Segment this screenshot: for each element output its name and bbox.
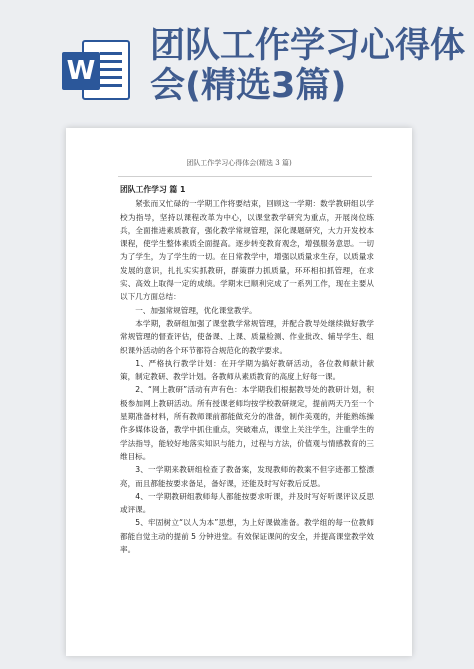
- paragraph: 1、严格执行教学计划：在开学期为搞好教研活动，各位教师献计献策，制定教研、教学计划。各教师从素质教育的高度上好每一课。: [120, 358, 374, 382]
- header-divider: [118, 176, 372, 177]
- section-title: 团队工作学习 篇 1: [120, 185, 186, 194]
- paragraph: 4、一学期教研组教师每人都能按要求听课，并及时写好听课评议反思或评课。: [120, 491, 374, 515]
- document-body: [120, 183, 374, 556]
- paragraph: 本学期，教研组加强了课堂教学常规管理，并配合教导处继续做好教学常规管理的督查评估，使备课、上课、质量检测、作业批改、辅导学生、组织课外活动的各个环节都符合规范化的教学要求。: [120, 318, 374, 355]
- page-header: 团队工作学习心得体会(精选 3 篇): [186, 159, 292, 167]
- document-page: [66, 128, 412, 656]
- word-document-icon: [62, 38, 132, 104]
- paragraph: 紧张而又忙碌的一学期工作将要结束，回顾这一学期：数学教研组以学校为指导，坚持以课程改革为中心，以课堂教学研究为重点，开展岗位练兵，全面推进素质教育，强化教学常规管理，深化课题研究，大力开发校本课程，使学生整体素质全面提高。逐步转变教育观念，增强服务意思。一切为了学生，为了学生的一切。在日常教学中，增强以质量求生存，以质量求发展的意识，扎扎实实抓教研，群策群力抓质量，环环相扣抓管理，在求实、高效上取得一定的成绩。学期末已顺利完成了一系列工作，现在主要从以下几方面总结：: [120, 199, 374, 302]
- paragraph: 2、“网上教研”活动有声有色：本学期我们根据教导处的教研计划，积极参加网上教研活动。所有授课老师均按学校教研规定，提前两天乃至一个星期准备材料，所有教师课前都能做充分的准备，制作美观的，并能熟练操作多媒体设备，教学中抓住重点，突破难点，课堂上关注学生，注重学生的学法指导，能较好地落实知识与能力，过程与方法，价值观与情感教育的三维目标。: [120, 385, 374, 461]
- paragraph: 5、牢固树立“以人为本”思想，为上好课做准备。教学组的每一位教师都能自觉主动的提前 5 分钟进堂。有效保证课间的安全，并提高课堂教学效率。: [120, 518, 374, 555]
- paragraph: 一、加强常规管理，优化课堂教学。: [135, 305, 257, 315]
- word-badge: W: [62, 52, 100, 90]
- paragraph: 3、一学期来教研组检查了教备案，发现教师的教案不但字迹都工整漂亮，而且都能按要求备足，备好课，还能及时写好教后反思。: [120, 465, 374, 488]
- banner: [0, 0, 474, 125]
- page-title: 团队工作学习心得体会(精选3篇): [150, 26, 466, 106]
